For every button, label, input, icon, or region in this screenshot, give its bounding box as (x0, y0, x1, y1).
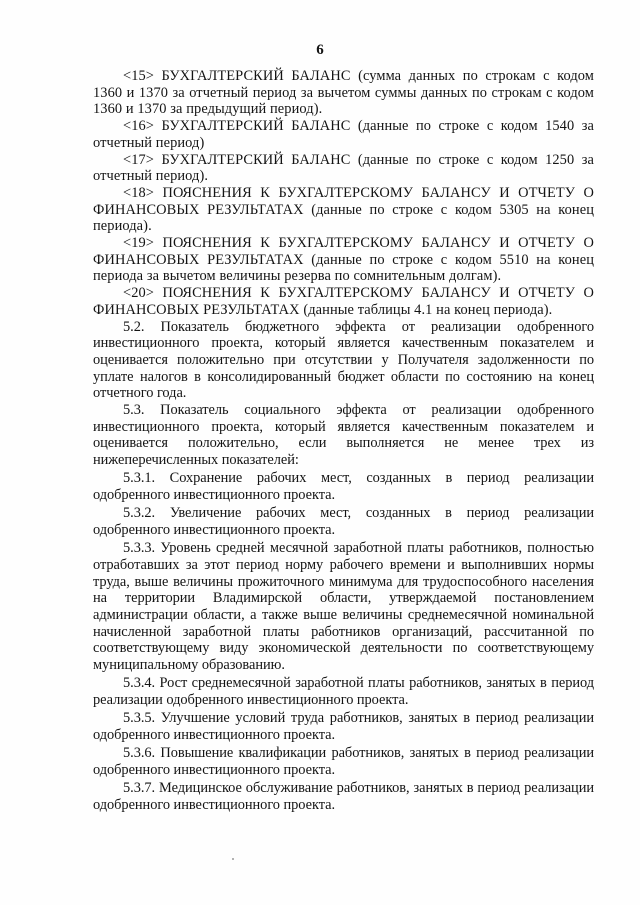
footnote-15: <15> БУХГАЛТЕРСКИЙ БАЛАНС (сумма данных по строкам с кодом 1360 и 1370 за отчетный период за вычетом суммы данных по строкам с кодом 1360 и 1370 за предыдущий период). (93, 68, 594, 118)
clause-5-3-4: 5.3.4. Рост среднемесячной заработной платы работников, занятых в период реализации одобренного инвестиционного проекта. (93, 675, 594, 709)
footnote-19: <19> ПОЯСНЕНИЯ К БУХГАЛТЕРСКОМУ БАЛАНСУ И ОТЧЕТУ О ФИНАНСОВЫХ РЕЗУЛЬТАТАХ (данные по строке с кодом 5510 на конец периода за вычетом величины резерва по сомнительным долгам). (93, 235, 594, 285)
footnote-18: <18> ПОЯСНЕНИЯ К БУХГАЛТЕРСКОМУ БАЛАНСУ И ОТЧЕТУ О ФИНАНСОВЫХ РЕЗУЛЬТАТАХ (данные по строке с кодом 5305 на конец периода). (93, 184, 594, 235)
clause-5-3-2: 5.3.2. Увеличение рабочих мест, созданных в период реализации одобренного инвестиционного проекта. (93, 505, 594, 538)
footnote-17: <17> БУХГАЛТЕРСКИЙ БАЛАНС (данные по строке с кодом 1250 за отчетный период). (93, 151, 594, 185)
clause-5-3-6: 5.3.6. Повышение квалификации работников, занятых в период реализации одобренного инвестиционного проекта. (93, 745, 594, 778)
page-number: 6 (316, 42, 324, 58)
clause-5-3-7: 5.3.7. Медицинское обслуживание работников, занятых в период реализации одобренного инвестиционного проекта. (93, 780, 594, 813)
footnote-16: <16> БУХГАЛТЕРСКИЙ БАЛАНС (данные по строке с кодом 1540 за отчетный период) (93, 118, 594, 151)
clause-5-3-1: 5.3.1. Сохранение рабочих мест, созданных в период реализации одобренного инвестиционного проекта. (93, 470, 594, 504)
document-body (93, 68, 594, 813)
clause-5-3: 5.3. Показатель социального эффекта от реализации одобренного инвестиционного проекта, который является качественным показателем и оценивается положительно, если выполняется не менее трех из нижеперечисленных показателей: (93, 402, 594, 469)
footnote-20: <20> ПОЯСНЕНИЯ К БУХГАЛТЕРСКОМУ БАЛАНСУ И ОТЧЕТУ О ФИНАНСОВЫХ РЕЗУЛЬТАТАХ (данные таблицы 4.1 на конец периода). (93, 285, 594, 318)
clause-5-3-3: 5.3.3. Уровень средней месячной заработной платы работников, полностью отработавших за этот период норму рабочего времени и выполнивших нормы труда, выше величины прожиточного минимума для трудоспособного населения на территории Владимирской области, утверждаемой постановлением администрации области, а также выше величины среднемесячной номинальной начисленной заработной платы работников организаций, рассчитанной по соответствующему виду экономической деятельности по соответствующему муниципальному образованию. (93, 540, 594, 674)
clause-5-2: 5.2. Показатель бюджетного эффекта от реализации одобренного инвестиционного проекта, который является качественным показателем и оценивается положительно при отсутствии у Получателя задолженности по уплате налогов в консолидированный бюджет области по состоянию на конец отчетного года. (93, 318, 594, 402)
clause-5-3-5: 5.3.5. Улучшение условий труда работников, занятых в период реализации одобренного инвестиционного проекта. (93, 710, 594, 743)
scan-speck (232, 858, 234, 860)
